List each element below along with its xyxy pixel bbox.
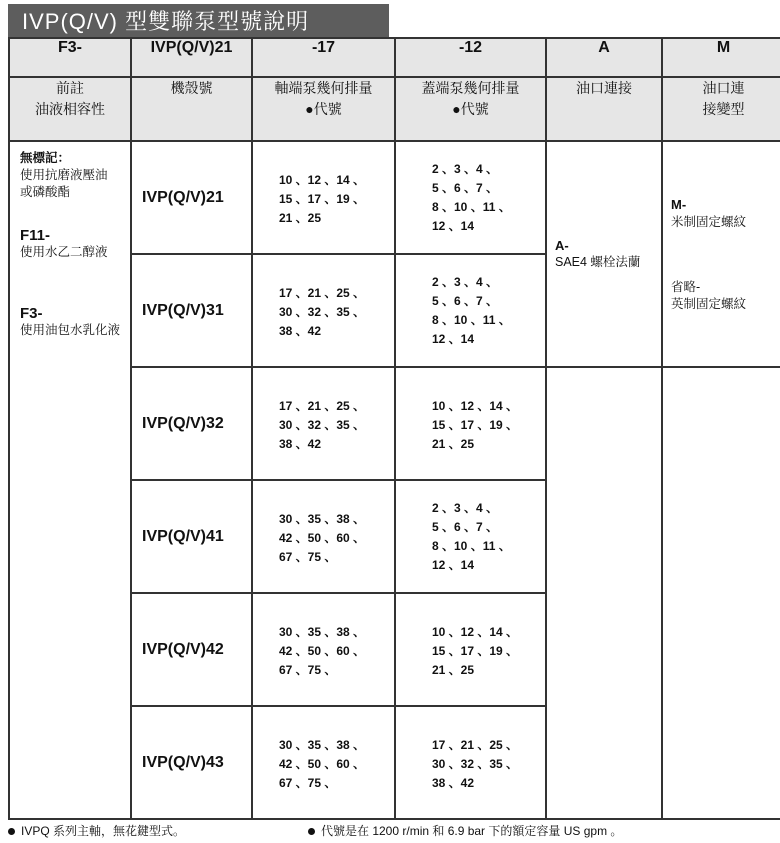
shaft-displacement-cell [252,367,395,480]
code-port: A [546,38,662,77]
cover-displacement-codes: 17 、21 、25 、 30 、32 、35 、 38 、42 [432,738,519,790]
cover-displacement-cell [395,593,546,706]
model-number: IVP(Q/V)32 [131,367,252,480]
shaft-displacement-cell [252,706,395,819]
cover-displacement-cell [395,254,546,367]
code-port-variant: M [662,38,780,77]
port-variant: M- 米制固定螺紋 省略- 英制固定螺紋 [662,141,780,367]
code-prefix: F3- [9,38,131,77]
shaft-displacement-cell [252,141,395,254]
shaft-displacement-cell [252,254,395,367]
cover-displacement-codes: 2 、3 、4 、 5 、6 、7 、 8 、10 、11 、 12 、14 [432,162,511,233]
f3-label: F3- [20,305,43,322]
cover-displacement-cell [395,367,546,480]
model-number: IVP(Q/V)42 [131,593,252,706]
model-number: IVP(Q/V)31 [131,254,252,367]
f11-label: F11- [20,227,51,244]
desc-port: 油口連接 [546,77,662,141]
no-mark-label: 無標記： [20,151,71,165]
port-connection: A- SAE4 螺栓法蘭 [546,141,662,367]
port-connection-blank [546,367,662,819]
code-shaft-displacement: -17 [252,38,395,77]
model-number: IVP(Q/V)41 [131,480,252,593]
footnote-1: IVPQ 系列主軸，無花鍵型式。 [8,822,185,839]
desc-shaft-displacement: 軸端泵幾何排量 ●代號 [252,77,395,141]
port-variant-blank [662,367,780,819]
shaft-displacement-codes: 30 、35 、38 、 42 、50 、60 、 67 、75 、 [279,512,366,564]
footnote-2: 代號是在 1200 r/min 和 6.9 bar 下的額定容量 US gpm 。 [308,822,622,839]
model-row [9,141,780,254]
cover-displacement-cell [395,706,546,819]
desc-cover-displacement: 蓋端泵幾何排量 ●代號 [395,77,546,141]
model-code-table [8,37,780,820]
model-number: IVP(Q/V)43 [131,706,252,819]
shaft-displacement-cell [252,593,395,706]
shaft-displacement-codes: 17 、21 、25 、 30 、32 、35 、 38 、42 [279,286,366,338]
page-title: IVP(Q/V) 型雙聯泵型號說明 [8,4,389,37]
cover-displacement-cell [395,141,546,254]
desc-port-variant: 油口連 接變型 [662,77,780,141]
bullet-icon [8,828,15,835]
bullet-icon [308,828,315,835]
cover-displacement-codes: 2 、3 、4 、 5 、6 、7 、 8 、10 、11 、 12 、14 [432,275,511,346]
cover-displacement-codes: 10 、12 、14 、 15 、17 、19 、 21 、25 [432,625,519,677]
desc-frame: 機殼號 [131,77,252,141]
shaft-displacement-codes: 17 、21 、25 、 30 、32 、35 、 38 、42 [279,399,366,451]
fluid-notes: 無標記： 使用抗磨液壓油 或磷酸酯 F11- 使用水乙二醇液 F3- 使用油包水乳化液 [9,141,131,819]
code-cover-displacement: -12 [395,38,546,77]
shaft-displacement-codes: 10 、12 、14 、 15 、17 、19 、 21 、25 [279,173,366,225]
shaft-displacement-cell [252,480,395,593]
code-frame: IVP(Q/V)21 [131,38,252,77]
description-header-row [9,77,780,141]
code-header-row [9,38,780,77]
cover-displacement-codes: 2 、3 、4 、 5 、6 、7 、 8 、10 、11 、 12 、14 [432,501,511,572]
shaft-displacement-codes: 30 、35 、38 、 42 、50 、60 、 67 、75 、 [279,625,366,677]
model-number: IVP(Q/V)21 [131,141,252,254]
cover-displacement-cell [395,480,546,593]
desc-fluid-compat: 前註 油液相容性 [9,77,131,141]
shaft-displacement-codes: 30 、35 、38 、 42 、50 、60 、 67 、75 、 [279,738,366,790]
cover-displacement-codes: 10 、12 、14 、 15 、17 、19 、 21 、25 [432,399,519,451]
